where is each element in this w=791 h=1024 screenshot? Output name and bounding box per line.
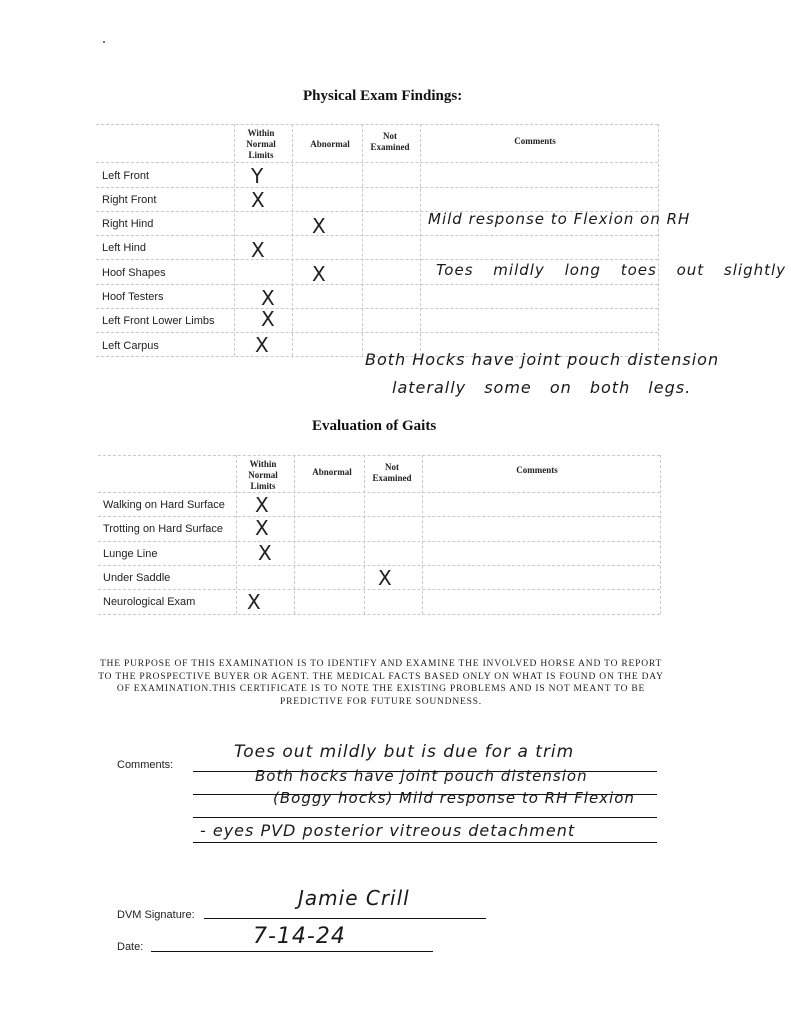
gaits-header-abnormal: Abnormal [312,467,352,477]
pe-row-label: Hoof Shapes [102,267,166,279]
gaits-row-label: Trotting on Hard Surface [103,523,224,535]
pe-header-abnormal: Abnormal [310,139,350,149]
gaits-mark-wnl: X [255,493,269,517]
gaits-mark-wnl: X [255,516,269,540]
pe-extra-comment-1: Both Hocks have joint pouch distension [365,350,720,369]
pe-mark-wnl: X [255,333,269,357]
pe-grid-line [96,162,658,163]
gaits-mark-wnl: X [258,541,272,565]
gaits-grid-col [294,455,295,614]
pe-mark-wnl: X [261,286,275,310]
date-value: 7-14-24 [253,924,346,949]
pe-grid-line [96,235,658,236]
gaits-grid-line [98,541,660,542]
gaits-grid-line [98,614,660,615]
comments-line-2: Both hocks have joint pouch distension [255,767,588,785]
pe-grid-line [96,124,658,125]
gaits-mark-wnl: X [247,590,261,614]
pe-grid-line [96,187,658,188]
pe-mark-wnl: X [251,238,265,262]
dvm-signature-label: DVM Signature: [117,909,195,921]
gaits-row-label: Neurological Exam [103,596,196,608]
pe-grid-col [420,124,421,356]
date-line [151,951,433,952]
gaits-row-label: Lunge Line [103,548,158,560]
pe-mark-wnl: Y [251,164,264,188]
pe-mark-wnl: X [251,188,265,212]
gaits-header-not-examined: Not Examined [372,462,412,483]
pe-header-not-examined: Not Examined [370,131,410,152]
gaits-grid-col [364,455,365,614]
date-label: Date: [117,941,144,953]
pe-grid-col [362,124,363,356]
pe-extra-comment-2: laterally some on both legs. [392,378,692,397]
physical-exam-title: Physical Exam Findings: [303,88,463,104]
gaits-grid-col [660,455,661,614]
gaits-mark-not-examined: X [378,566,392,590]
gaits-title: Evaluation of Gaits [312,418,437,434]
gaits-grid-col [422,455,423,614]
gaits-grid-col [236,455,237,614]
pe-grid-col [658,124,659,356]
pe-grid-line [96,259,658,260]
comments-line [193,842,657,843]
pe-header-wnl: Within Normal Limits [246,128,276,160]
comments-line [193,817,657,818]
gaits-grid-line [98,492,660,493]
pe-row-label: Left Carpus [102,340,159,352]
gaits-row-label: Walking on Hard Surface [103,499,225,511]
comments-line-1: Toes out mildly but is due for a trim [234,742,575,762]
pe-grid-col [234,124,235,356]
pe-row-label: Hoof Testers [102,291,164,303]
pe-mark-wnl: X [261,307,275,331]
pe-row-label: Left Front Lower Limbs [102,315,215,327]
gaits-grid-line [98,516,660,517]
comments-line-4: - eyes PVD posterior vitreous detachment [200,821,576,840]
stray-mark [103,41,105,43]
signature-line [204,918,486,919]
pe-grid-line [96,332,658,333]
disclaimer-notice: THE PURPOSE OF THIS EXAMINATION IS TO IDENTIFY AND EXAMINE THE INVOLVED HORSE AND TO REPORT TO THE PROSPECTIVE BUYER OR AGENT. THE MEDICAL FACTS BASED ONLY ON WHAT IS FOUND ON THE DAY OF EXAMINATION.THIS CERTIFICATE IS TO NOTE THE EXISTING PROBLEMS AND IS NOT MEANT TO BE PREDICTIVE FOR FUTURE SOUNDNESS. [98,659,664,707]
pe-grid-line [96,308,658,309]
gaits-header-wnl: Within Normal Limits [248,459,278,491]
pe-comment-hoof-shapes: Toes mildly long toes out slightly [436,261,787,279]
pe-grid-col [292,124,293,356]
pe-row-label: Right Hind [102,218,154,230]
comments-label: Comments: [117,759,174,771]
pe-mark-abnormal: X [312,214,326,238]
gaits-row-label: Under Saddle [103,572,171,584]
pe-header-comments: Comments [514,136,556,146]
pe-mark-abnormal: X [312,262,326,286]
gaits-grid-line [98,455,660,456]
pe-grid-line [96,284,658,285]
gaits-header-comments: Comments [516,465,558,475]
comments-line-3: (Boggy hocks) Mild response to RH Flexion [273,789,635,807]
pe-row-label: Right Front [102,194,157,206]
pe-row-label: Left Front [102,170,150,182]
dvm-signature: Jamie Crill [298,886,410,910]
pe-row-label: Left Hind [102,242,147,254]
pe-comment-right-hind: Mild response to Flexion on RH [428,210,691,228]
